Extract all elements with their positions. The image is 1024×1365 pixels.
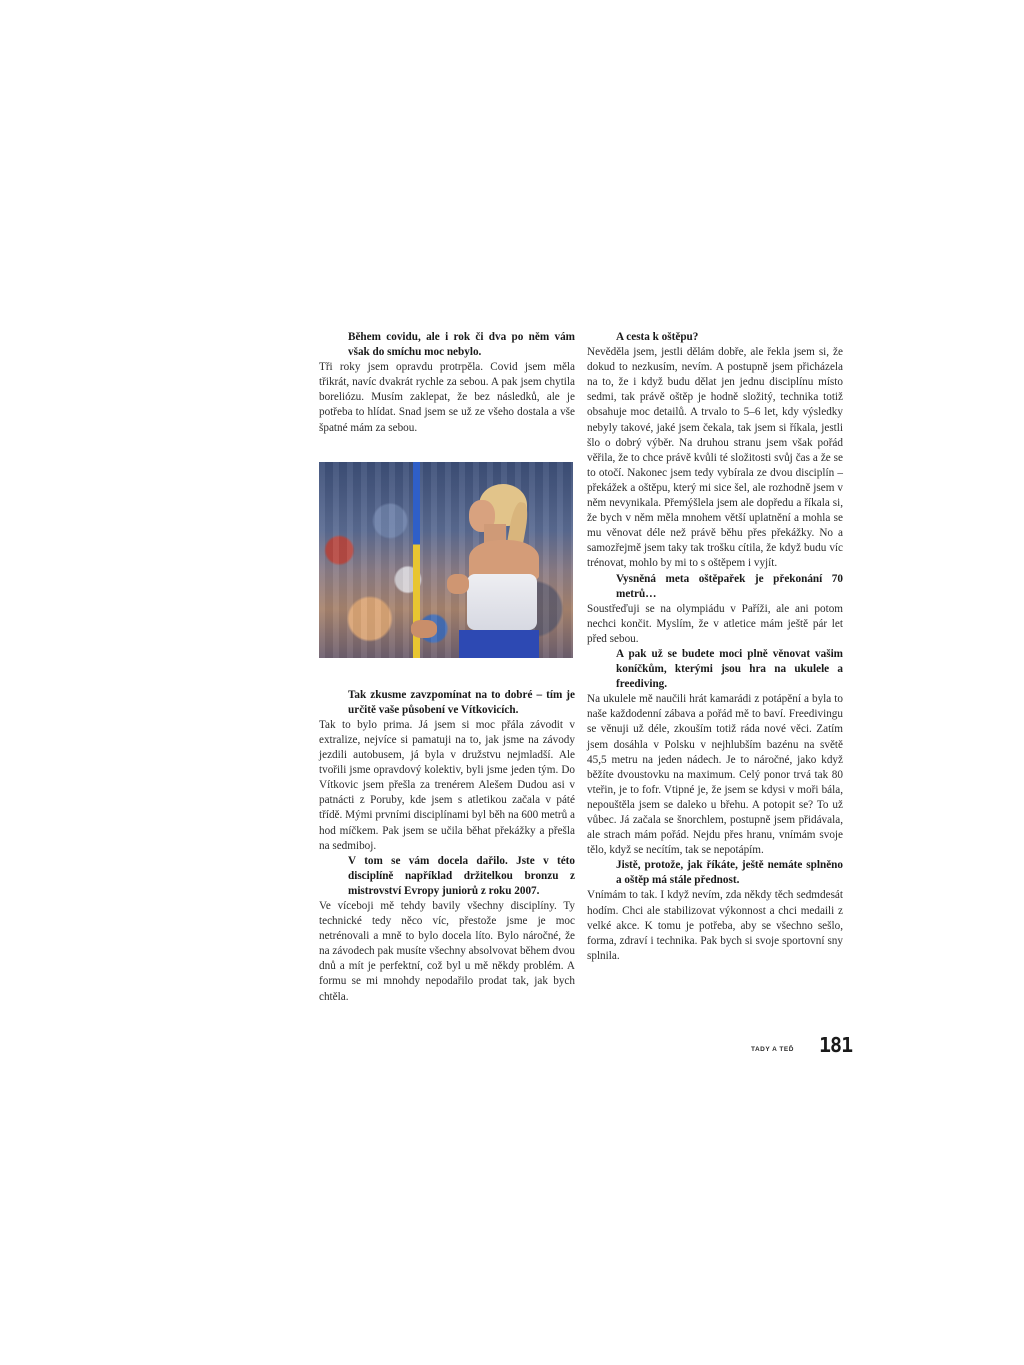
interview-answer: Vnímám to tak. I když nevím, zda někdy těch sedmdesát hodím. Chci ale stabilizovat výkonnost a chci medaili z velké akce. K tomu je potřeba, aby se všechno sešlo, forma, zdraví i technika. Pak bych si svoje sportovní sny splnila. [587,889,843,962]
interview-question: Jistě, protože, jak říkáte, ještě nemáte splněno a oštěp má stále přednost. [616,859,843,887]
interview-answer: Tři roky jsem opravdu protrpěla. Covid jsem měla třikrát, navíc dvakrát rychle za sebou. A pak jsem chytila boreliózu. Musím zaklepat, že bez následků, ale je potřeba to hlídat. Snad jsem se už ze všeho dostala a vše špatné mám za sebou. [319,361,575,434]
section-label: TADY A TEĎ [751,1046,794,1053]
right-column [587,330,843,964]
interview-answer: Ve víceboji mě tehdy bavily všechny disciplíny. Ty technické tedy něco víc, přestože jsme je moc netrénovali a mně to bylo docela líto. Bylo náročné, že na závodech pak musíte všechny absolvovat během dvou dnů a mít je perfektní, což byl u mě někdy problém. A formu se mi mnohdy nepodařilo prodat tak, jak bych chtěla. [319,899,575,1003]
athlete-photo [319,462,573,658]
interview-question: A pak už se budete moci plně věnovat vašim koníčkům, kterými jsou hra na ukulele a freediving. [616,647,843,691]
interview-question: A cesta k oštěpu? [616,331,699,343]
interview-question: V tom se vám docela dařilo. Jste v této disciplíně například držitelkou bronzu z mistrovství Evropy juniorů z roku 2007. [348,854,575,897]
interview-answer: Tak to bylo prima. Já jsem si moc přála závodit v extralize, nejvíce si pamatuji na to, jak jsme na závody jezdili autobusem, já byla v družstvu nejmladší. Ale tvořili jsme opravdový kolektiv, byli jsme jeden tým. Do Vítkovic jsem přešla za trenérem Alešem Dudou asi v patnácti z Poruby, kde jsem s atletikou začala v páté třídě. Mými prvními disciplínami byl běh na 600 metrů a hod míčkem. Pak jsem se učila běhat překážky a přešla na sedmiboj. [319,718,575,852]
interview-question: Vysněná meta oštěpařek je překonání 70 metrů… [616,572,843,600]
left-column [319,330,575,1005]
interview-question: Během covidu, ale i rok či dva po něm vám však do smíchu moc nebylo. [348,331,575,359]
interview-answer: Soustřeďuji se na olympiádu v Paříži, ale ani potom nechci končit. Myslím, že v atletice mám ještě pár let před sebou. [587,602,843,645]
interview-question: Tak zkusme zavzpomínat na to dobré – tím je určitě vaše působení ve Vítkovicích. [348,688,575,716]
interview-answer: Na ukulele mě naučili hrát kamarádi z potápění a byla to naše každodenní zábava a pořád mě to baví. Freedivingu se věnuji už déle, zkouším totiž ráda nové věci. Zatím jsem dosáhla v Polsku v nejhlubším bazénu na světě 45,5 metru na jeden nádech. Je to náročné, jako když běžíte dvoustovku na maximum. Celý ponor trvá tak 80 vteřin, je to fofr. Vtipné je, že jsem se kdysi v moři bála, nepouštěla jsem se daleko u břehu. A potopit se? To už vůbec. Já začala se šnorchlem, postupně jsem přidávala, ale strach mám pořád. Nejdu přes hranu, vnímám svoje tělo, když se necítím, tak se nepotápím. [587,693,843,857]
page-number: 181 [819,1033,853,1057]
interview-answer: Nevěděla jsem, jestli dělám dobře, ale řekla jsem si, že dokud to nezkusím, nevím. A postupně jsem přicházela na to, že i když budu dělat jen jednu disciplínu místo sedmi, tak právě oštěp je hodně složitý, technika totiž obsahuje moc detailů. A trvalo to 5–6 let, kdy výsledky nebyly takové, jaké jsem čekala, tak jsem si říkala, jestli šlo o dobrý výběr. Na druhou stranu jsem však pořád věřila, že to chce právě kvůli té složitosti svůj čas a že se to otočí. Nakonec jsem tedy vybírala ze dvou disciplín – překážek a oštěpu, který mi sice šel, ale rozhodně jsem v něm nevynikala. Přemýšlela jsem ale dopředu a říkala si, že bych v něm měla mnohem větší uplatnění a mohla se mu věnovat déle než právě běhu přes překážky. No a samozřejmě jsem taky tak trošku cítila, že když budu víc trénovat, mohlo by mi to s oštěpem i vyjít. [587,346,843,570]
